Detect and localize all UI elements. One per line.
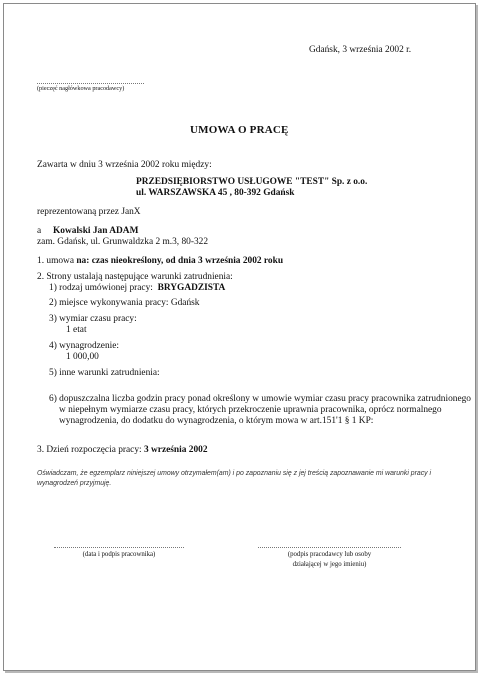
clause-2-item-2: 2) miejsce wykonywania pracy: Gdańsk <box>49 298 200 308</box>
working-time-label: 3) wymiar czasu pracy: <box>49 314 137 324</box>
clause-1-term: na: czas nieokreślony, od dnia 3 września 2002 roku <box>76 256 284 266</box>
start-date-value: 3 września 2002 <box>143 445 208 455</box>
clause-2-item-1 <box>49 283 225 294</box>
employer-signature-line <box>258 547 401 548</box>
document-page <box>3 3 476 671</box>
employee-signature-line <box>54 547 184 548</box>
stamp-line <box>37 83 144 84</box>
clause-1 <box>37 256 283 267</box>
employee-prefix: a <box>37 226 42 236</box>
employee-declaration: Oświadczam, że egzemplarz niniejszej umowy otrzymałem(am) i po zapoznaniu się z jej treścią zapoznawanie mi warunki pracy i wynagrodzeń przyjmuję. <box>37 470 432 487</box>
employee-name: Kowalski Jan ADAM <box>53 226 139 236</box>
stamp-caption: (pieczęć nagłówkowa pracodawcy) <box>37 85 125 92</box>
overtime-line-1: 6) dopuszczalna liczba godzin pracy ponad określony w umowie wymiar czasu pracy pracownika zatrudnionego <box>49 394 471 404</box>
document-title: UMOWA O PRACĘ <box>190 124 289 136</box>
salary-label: 4) wynagrodzenie: <box>49 341 120 351</box>
intro-text: Zawarta w dniu 3 września 2002 roku między: <box>37 160 212 170</box>
clause-2-lead: 2. Strony ustalają następujące warunki zatrudnienia: <box>37 272 233 282</box>
job-type-value: BRYGADZISTA <box>157 283 226 293</box>
working-time-value: 1 etat <box>66 325 87 335</box>
represented-by: reprezentowaną przez JanX <box>37 207 141 217</box>
employer-name: PRZEDSIĘBIORSTWO USŁUGOWE "TEST" Sp. z o.o. <box>136 177 368 187</box>
employer-signature-caption-2: działającej w jego imieniu) <box>292 561 367 568</box>
clause-1-lead: 1. umowa <box>37 256 77 266</box>
salary-value: 1 000,00 <box>66 352 99 362</box>
employer-signature-caption-1: (podpis pracodawcy lub osoby <box>287 551 372 558</box>
overtime-line-3: wynagrodzenia, do dodatku do wynagrodzenia, o którym mowa w art.151'1 § 1 KP: <box>59 416 374 426</box>
other-conditions: 5) inne warunki zatrudnienia: <box>49 368 160 378</box>
job-type-label: 1) rodzaj umówionej pracy: <box>49 283 153 293</box>
place-date: Gdańsk, 3 września 2002 r. <box>309 45 412 55</box>
employer-address: ul. WARSZAWSKA 45 , 80-392 Gdańsk <box>136 188 295 198</box>
employee-signature-caption: (data i podpis pracownika) <box>82 551 156 558</box>
employee-address: zam. Gdańsk, ul. Grunwaldzka 2 m.3, 80-322 <box>37 237 209 247</box>
clause-3 <box>37 445 208 456</box>
overtime-line-2: w niepełnym wymiarze czasu pracy, których przekroczenie uprawnia pracownika, oprócz normalnego <box>59 405 442 415</box>
start-date-label: 3. Dzień rozpoczęcia pracy: <box>37 445 144 455</box>
